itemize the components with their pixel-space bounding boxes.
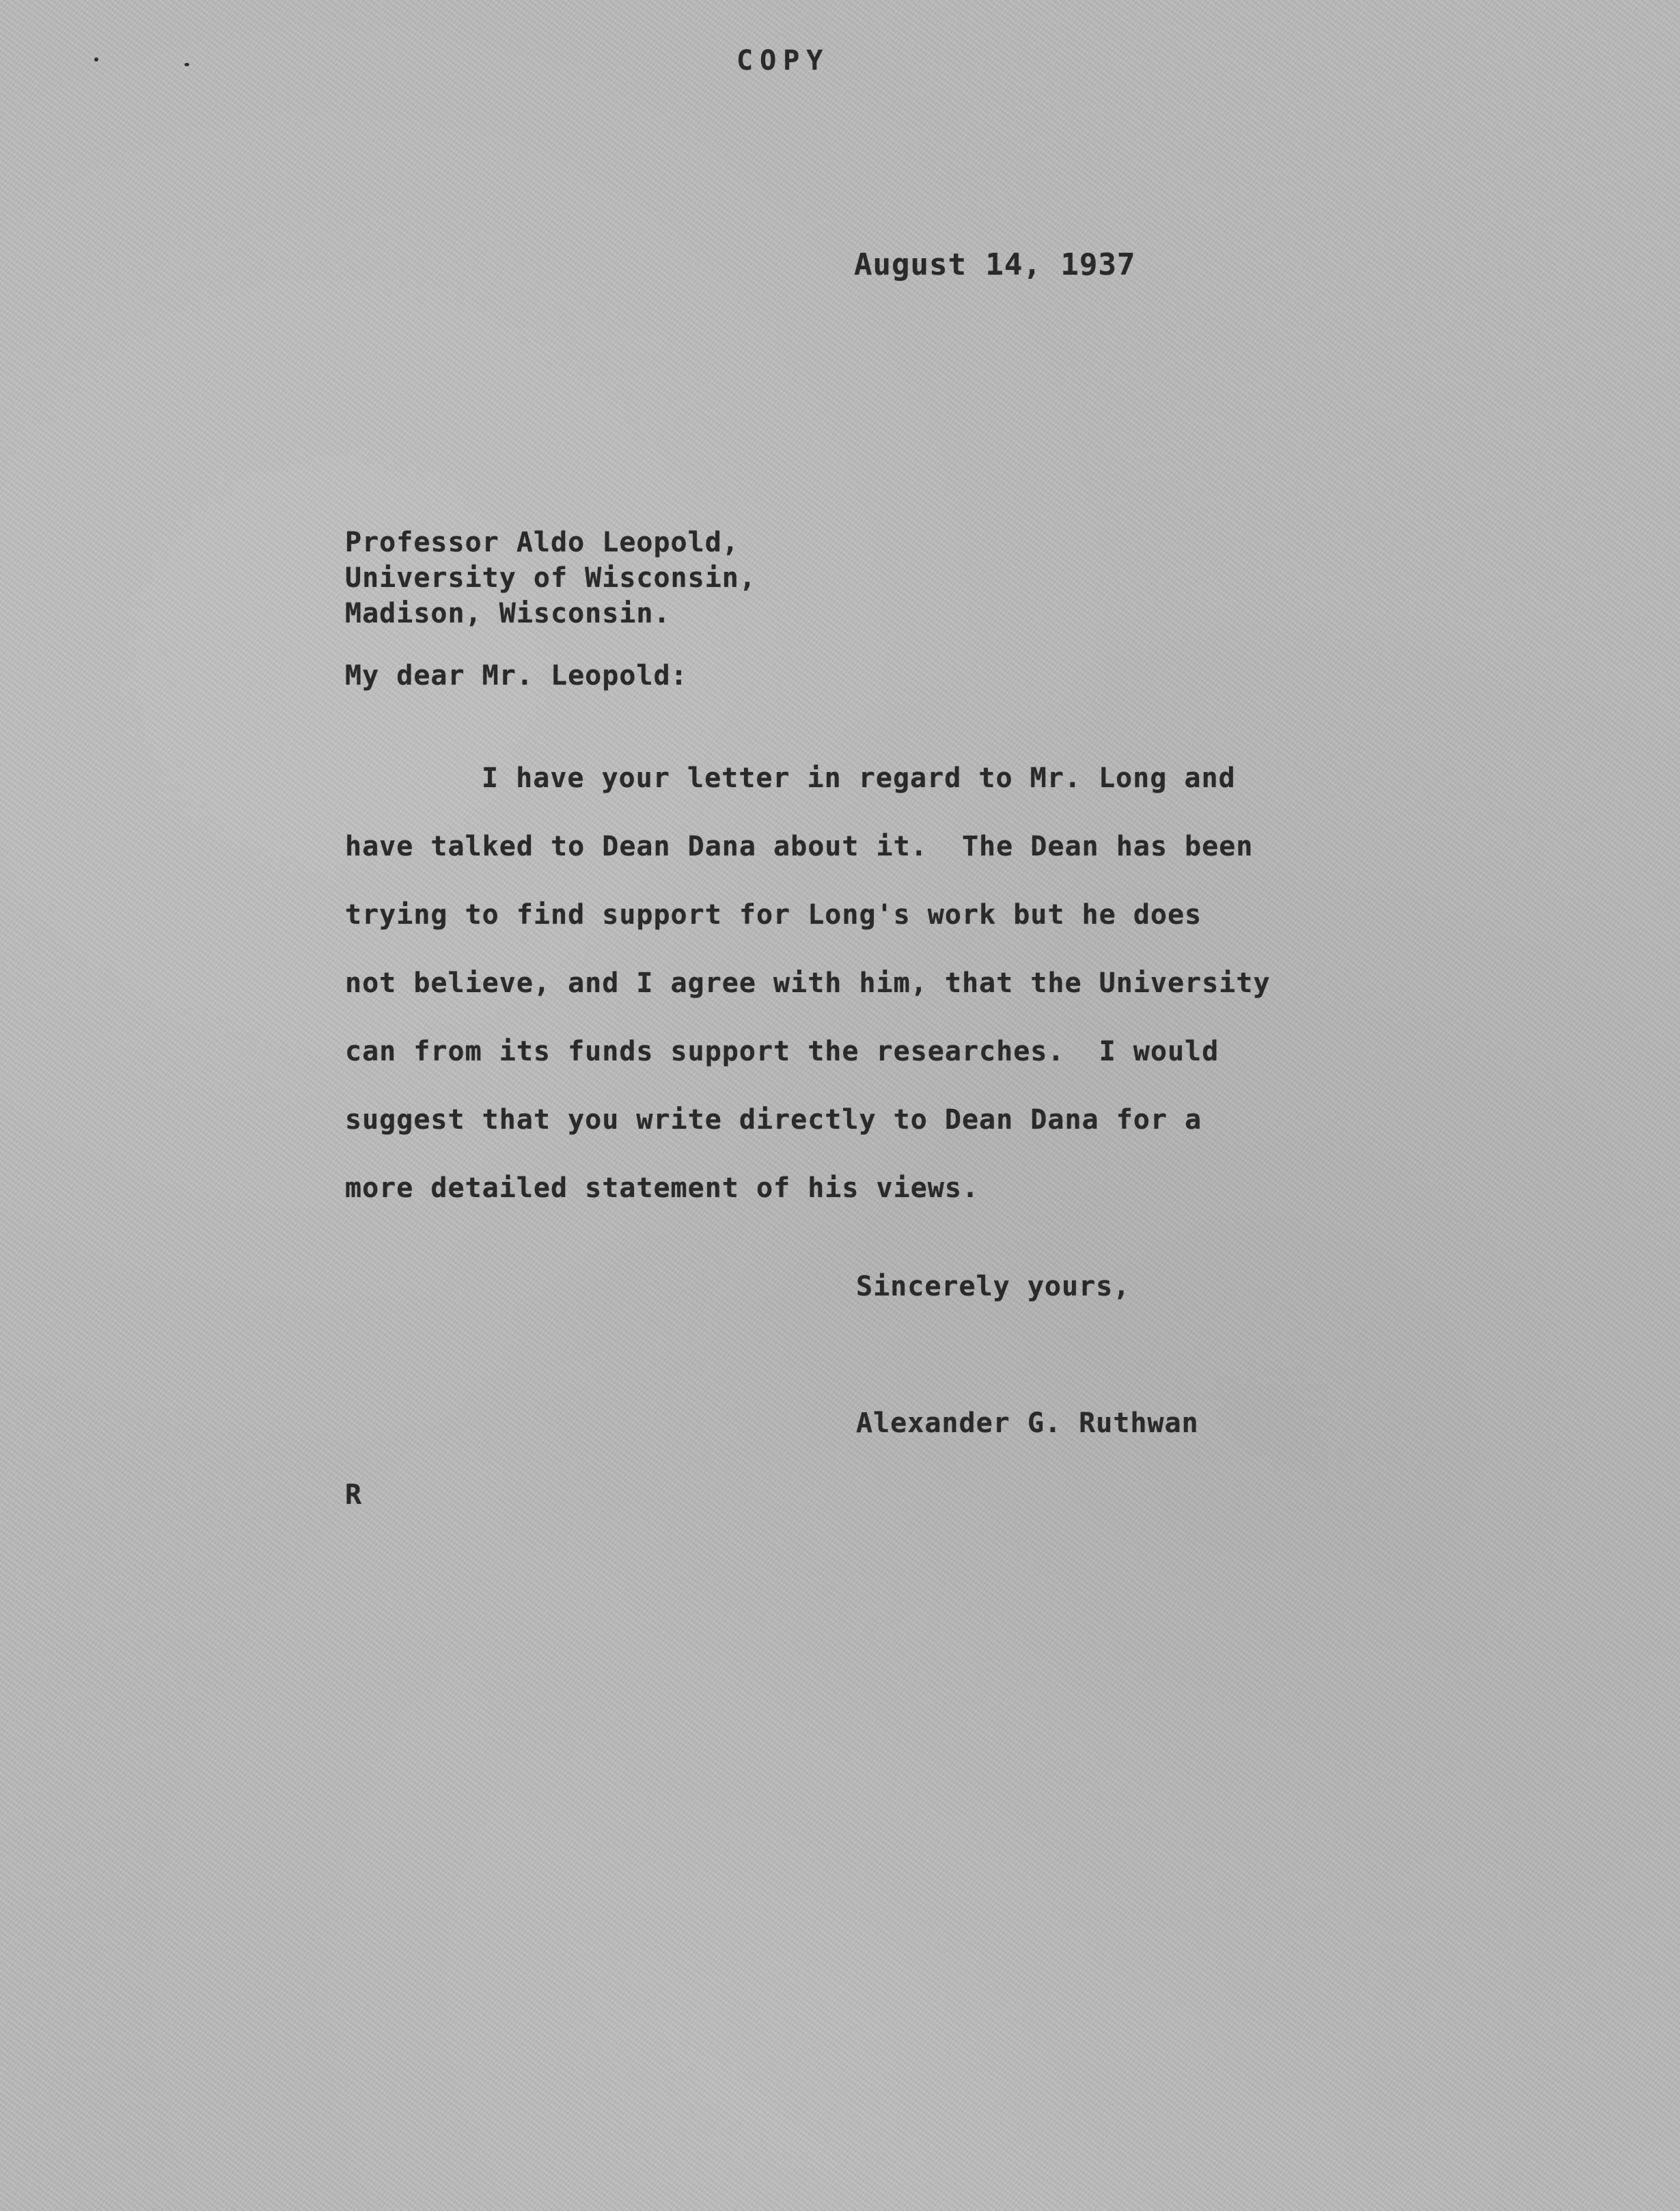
body-line: can from its funds support the researches. I would xyxy=(345,1036,1220,1067)
recipient-city-line: Madison, Wisconsin. xyxy=(345,598,671,629)
closing: Sincerely yours, xyxy=(856,1271,1131,1302)
body-line: trying to find support for Long's work but he does xyxy=(345,899,1202,931)
body-line: I have your letter in regard to Mr. Long and xyxy=(482,763,1236,794)
paper-speck xyxy=(94,57,98,61)
paper-speck xyxy=(184,63,189,66)
salutation: My dear Mr. Leopold: xyxy=(345,660,688,691)
typist-initials: R xyxy=(345,1479,363,1511)
body-line: not believe, and I agree with him, that the University xyxy=(345,967,1271,999)
body-line: suggest that you write directly to Dean Dana for a xyxy=(345,1104,1202,1136)
body-line: have talked to Dean Dana about it. The Dean has been xyxy=(345,831,1254,862)
recipient-institution-line: University of Wisconsin, xyxy=(345,562,756,594)
signature-name: Alexander G. Ruthwan xyxy=(856,1407,1199,1439)
letter-date: August 14, 1937 xyxy=(854,247,1136,282)
copy-mark: COPY xyxy=(736,45,830,77)
body-line: more detailed statement of his views. xyxy=(345,1172,980,1204)
recipient-name-line: Professor Aldo Leopold, xyxy=(345,527,739,558)
